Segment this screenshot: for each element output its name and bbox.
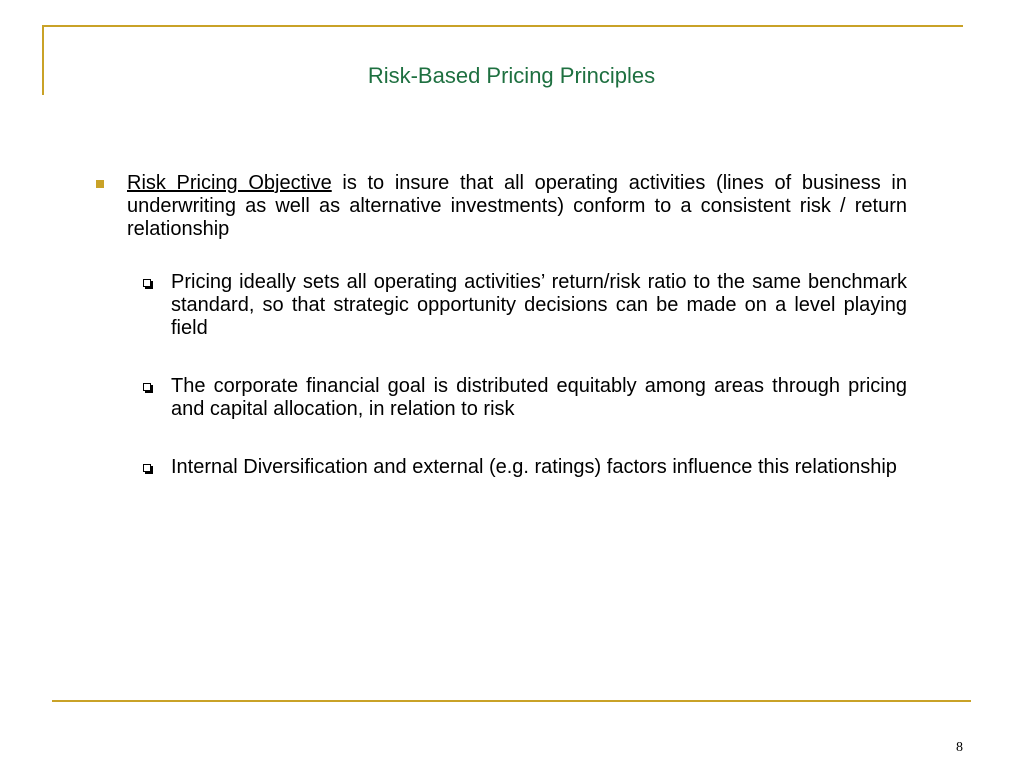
checkbox-bullet-icon: [143, 383, 151, 391]
sub-bullet-text: Pricing ideally sets all operating activities’ return/risk ratio to the same benchmark standard, so that strategic opportunity decisions can be made on a level playing field: [171, 271, 907, 339]
main-bullet-item: [96, 172, 907, 241]
page-number: 8: [956, 740, 963, 755]
slide-title: Risk-Based Pricing Principles: [367, 63, 656, 88]
frame-bottom-rule: [52, 700, 971, 702]
square-bullet-icon: [96, 180, 104, 188]
objective-text: is to insure that all operating activities (lines of business in underwriting as well as alternative investments) conform to a consistent risk / return relationship: [127, 172, 907, 240]
checkbox-bullet-icon: [143, 279, 151, 287]
sub-bullet-item: [143, 456, 907, 479]
checkbox-bullet-icon: [143, 464, 151, 472]
slide-content: [96, 172, 907, 514]
sub-bullet-text: The corporate financial goal is distributed equitably among areas through pricing and capital allocation, in relation to risk: [171, 375, 907, 420]
sub-bullet-list: [96, 271, 907, 479]
frame-top-rule: [42, 25, 963, 27]
sub-bullet-item: [143, 375, 907, 421]
sub-bullet-item: [143, 271, 907, 340]
objective-term: Risk Pricing Objective: [127, 172, 332, 194]
sub-bullet-text: Internal Diversification and external (e.g. ratings) factors influence this relationship: [171, 456, 897, 478]
